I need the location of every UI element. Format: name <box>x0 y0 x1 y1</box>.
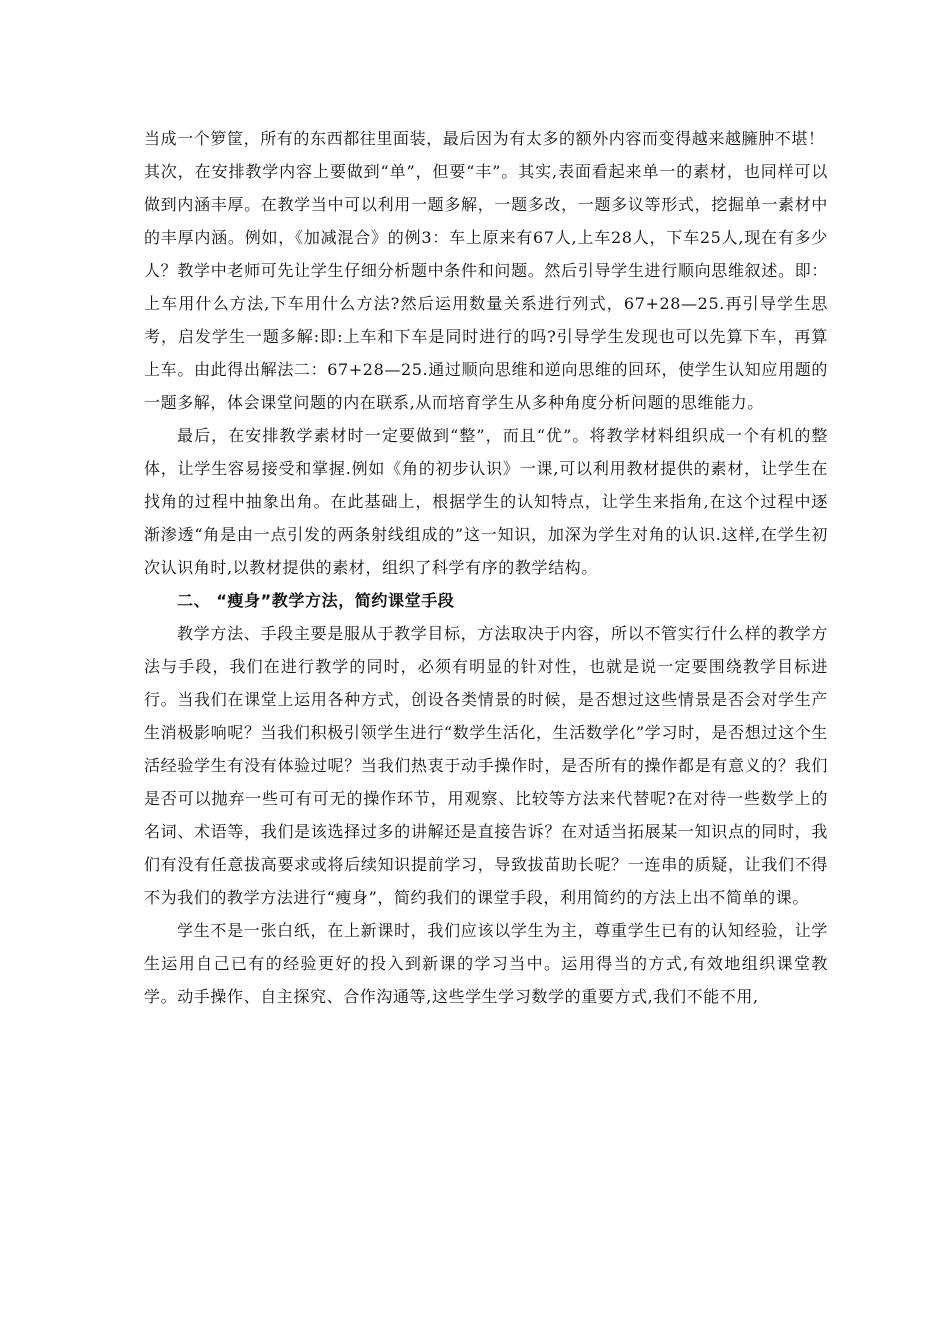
paragraph-second-point: 其次，在安排教学内容上要做到“单”，但要“丰”。其实,表面看起来单一的素材，也同样可以做到内涵丰厚。在教学当中可以利用一题多解，一题多改，一题多议等形式，挖掘单一素材中的丰厚内涵。例如，《加减混合》的例3：车上原来有67人,上车28人，下车25人,现在有多少人？教学中老师可先让学生仔细分析题中条件和问题。然后引导学生进行顺向思维叙述。即：上车用什么方法,下车用什么方法?然后运用数量关系进行列式，67+28—25.再引导学生思考，启发学生一题多解:即:上车和下车是同时进行的吗?引导学生发现也可以先算下车，再算上车。由此得出解法二：67+28—25.通过顺向思维和逆向思维的回环，使学生认知应用题的一题多解，体会课堂问题的内在联系,从而培育学生从多种角度分析问题的思维能力。 <box>144 162 828 412</box>
paragraph-teaching-methods: 教学方法、手段主要是服从于教学目标，方法取决于内容，所以不管实行什么样的教学方法与手段，我们在进行教学的同时，必须有明显的针对性，也就是说一定要围绕教学目标进行。当我们在课堂上运用各种方式，创设各类情景的时候，是否想过这些情景是否会对学生产生消极影响呢？当我们积极引领学生进行“数学生活化，生活数学化”学习时，是否想过这个生活经验学生有没有体验过呢？当我们热衷于动手操作时，是否所有的操作都是有意义的？我们是否可以抛弃一些可有可无的操作环节，用观察、比较等方法来代替呢?在对待一些数学上的名词、术语等，我们是该选择过多的讲解还是直接告诉？在对适当拓展某一知识点的同时，我们有没有任意拔高要求或将后续知识提前学习，导致拔苗助长呢？一连串的质疑，让我们不得不为我们的教学方法进行“瘦身”，简约我们的课堂手段，利用简约的方法上出不简单的课。 <box>144 624 828 907</box>
paragraph-last-point: 最后，在安排教学素材时一定要做到“整”，而且“优”。将教学材料组织成一个有机的整体，让学生容易接受和掌握.例如《角的初步认识》一课,可以利用教材提供的素材，让学生在找角的过程中抽象出角。在此基础上，根据学生的认知特点，让学生来指角,在这个过程中逐渐渗透“角是由一点引发的两条射线组成的”这一知识，加深为学生对角的认识.这样,在学生初次认识角时,以教材提供的素材，组织了科学有序的教学结构。 <box>144 426 828 577</box>
document-body <box>144 122 828 1013</box>
paragraph-students: 学生不是一张白纸，在上新课时，我们应该以学生为主，尊重学生已有的认知经验，让学生运用自己已有的经验更好的投入到新课的学习当中。运用得当的方式,有效地组织课堂教学。动手操作、自主探究、合作沟通等,这些学生学习数学的重要方式,我们不能不用, <box>144 921 828 1006</box>
paragraph-continuation: 当成一个箩筐，所有的东西都往里面装，最后因为有太多的额外内容而变得越来越臃肿不堪！ <box>144 129 825 148</box>
section-heading: 二、 “瘦身”教学方法，简约课堂手段 <box>177 591 455 610</box>
